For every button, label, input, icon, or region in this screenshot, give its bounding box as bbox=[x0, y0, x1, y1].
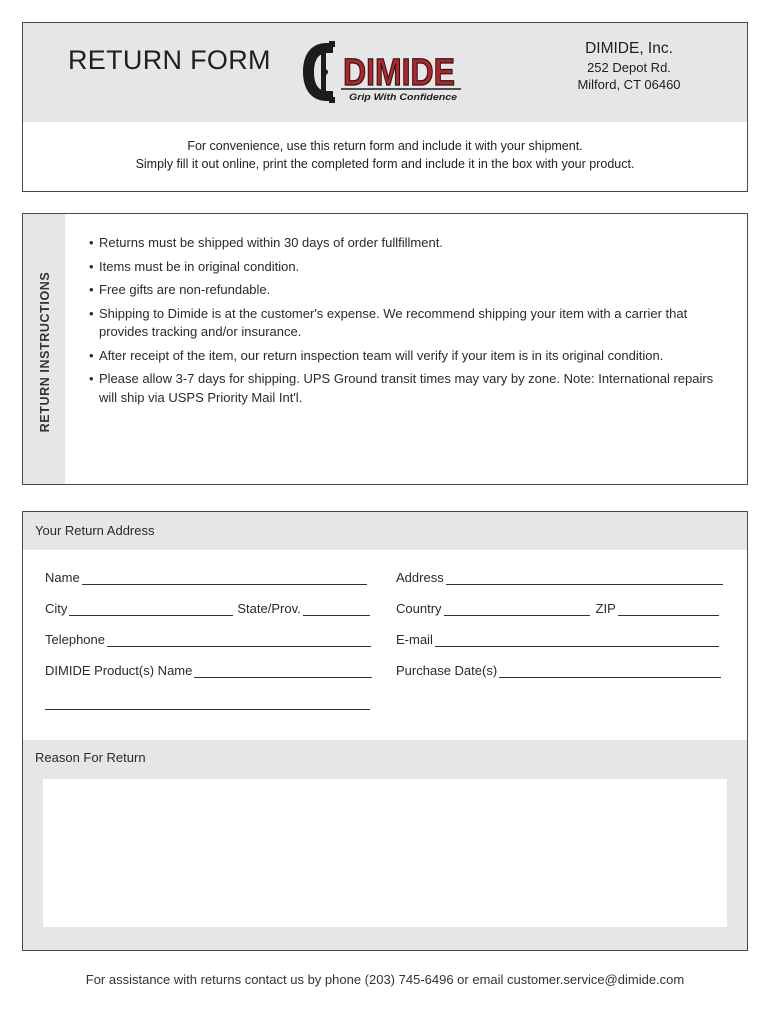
instructions-side-tab bbox=[23, 214, 65, 484]
telephone-field[interactable] bbox=[45, 632, 371, 647]
product-label: DIMIDE Product(s) Name bbox=[45, 663, 193, 678]
product-continuation-field[interactable] bbox=[45, 696, 370, 710]
convenience-line-2: Simply fill it out online, print the completed form and include it in the box with your product. bbox=[135, 157, 635, 171]
name-field[interactable] bbox=[45, 570, 367, 585]
instructions-section bbox=[22, 213, 748, 485]
email-input-line[interactable] bbox=[435, 633, 719, 647]
purchase-date-label: Purchase Date(s) bbox=[396, 663, 498, 678]
state-input-line[interactable] bbox=[303, 602, 370, 616]
telephone-label: Telephone bbox=[45, 632, 105, 647]
instruction-item: • Please allow 3-7 days for shipping. UPS Ground transit times may vary by zone. Note: International repairs will ship via USPS Priority Mail Int'l. bbox=[89, 370, 727, 407]
email-field[interactable] bbox=[396, 632, 719, 647]
address-input-line[interactable] bbox=[446, 571, 723, 585]
product-continuation-line[interactable] bbox=[45, 696, 370, 710]
instructions-side-label: RETURN INSTRUCTIONS bbox=[38, 271, 52, 433]
city-label: City bbox=[45, 601, 68, 616]
product-field[interactable] bbox=[45, 663, 372, 678]
instruction-item: • After receipt of the item, our return inspection team will verify if your item is in its original condition. bbox=[89, 347, 727, 366]
convenience-line-1: For convenience, use this return form and include it with your shipment. bbox=[187, 139, 583, 153]
city-input-line[interactable] bbox=[69, 602, 233, 616]
name-input-line[interactable] bbox=[82, 571, 367, 585]
country-label: Country bbox=[396, 601, 442, 616]
telephone-input-line[interactable] bbox=[107, 633, 371, 647]
purchase-date-field[interactable] bbox=[396, 663, 721, 678]
company-name: DIMIDE, Inc. bbox=[585, 40, 673, 57]
return-address-title: Your Return Address bbox=[35, 523, 155, 538]
email-label: E-mail bbox=[396, 632, 433, 647]
footer-contact: For assistance with returns contact us by phone (203) 745-6496 or email customer.service@dimide.com bbox=[85, 972, 685, 987]
company-street: 252 Depot Rd. bbox=[587, 60, 671, 75]
address-field[interactable] bbox=[396, 570, 723, 585]
purchase-date-input-line[interactable] bbox=[499, 664, 721, 678]
product-input-line[interactable] bbox=[194, 664, 372, 678]
dimide-logo bbox=[301, 39, 471, 105]
instruction-item: • Free gifts are non-refundable. bbox=[89, 281, 727, 300]
form-title: RETURN FORM bbox=[68, 45, 271, 75]
reason-title: Reason For Return bbox=[35, 750, 146, 765]
reason-textarea[interactable] bbox=[43, 779, 727, 927]
instruction-item: • Returns must be shipped within 30 days of order fullfillment. bbox=[89, 234, 727, 253]
name-label: Name bbox=[45, 570, 80, 585]
instruction-item: • Items must be in original condition. bbox=[89, 258, 727, 277]
logo-brand-text: DIMIDE bbox=[343, 52, 455, 94]
instruction-item: • Shipping to Dimide is at the customer's expense. We recommend shipping your item with a carrier that provides tracking and/or insurance. bbox=[89, 305, 727, 342]
header-section bbox=[22, 22, 748, 192]
return-address-section bbox=[22, 511, 748, 951]
return-address-band bbox=[23, 512, 747, 550]
zip-input-line[interactable] bbox=[618, 602, 719, 616]
convenience-note bbox=[23, 137, 747, 173]
country-zip-row bbox=[396, 601, 719, 616]
company-address bbox=[511, 40, 747, 92]
zip-label: ZIP bbox=[595, 601, 616, 616]
state-label: State/Prov. bbox=[237, 601, 301, 616]
address-label: Address bbox=[396, 570, 444, 585]
company-city: Milford, CT 06460 bbox=[577, 77, 681, 92]
logo-tagline-text: Grip With Confidence bbox=[349, 92, 457, 102]
instructions-list bbox=[89, 234, 727, 412]
country-input-line[interactable] bbox=[444, 602, 590, 616]
city-state-row bbox=[45, 601, 370, 616]
